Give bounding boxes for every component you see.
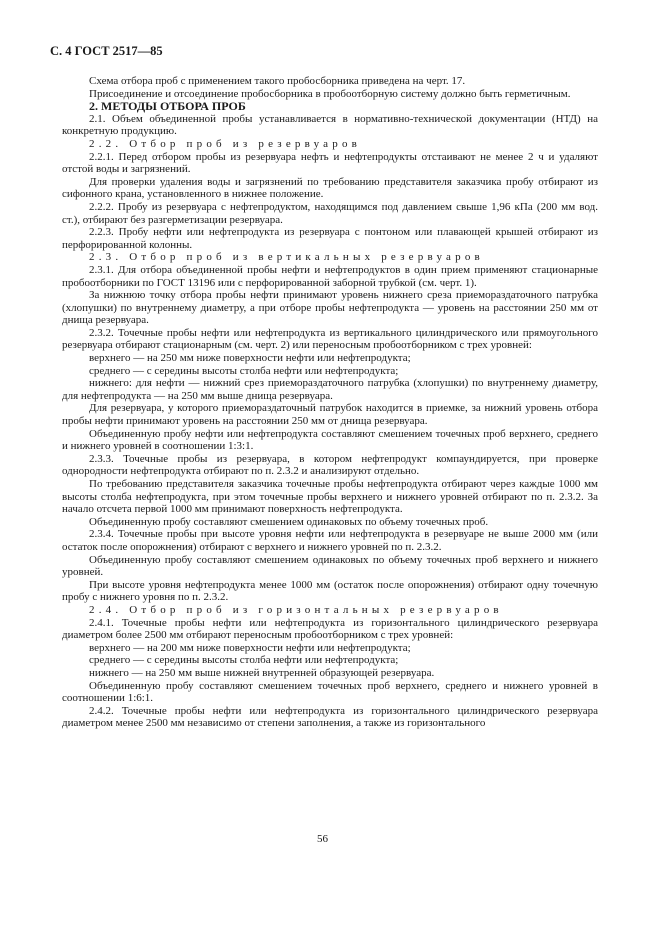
paragraph: 2.2.1. Перед отбором пробы из резервуара нефть и нефтепродукты отстаивают не менее 2 ч и удаляют отстой воды и загрязнений. xyxy=(62,150,598,176)
page-content xyxy=(62,75,598,730)
paragraph: Для резервуара, у которого приемораздаточный патрубок находится в приемке, за нижний уровень отбора пробы нефти принимают уровень на расстоянии 250 мм от днища резервуара. xyxy=(62,402,598,428)
paragraph: 2.2.3. Пробу нефти или нефтепродукта из резервуара с понтоном или плавающей крышей отбирают из перфорированной колонны. xyxy=(62,226,598,251)
paragraph: 2.3.1. Для отбора объединенной пробы нефти и нефтепродуктов в один прием применяют стационарные пробоотборники по ГОСТ 13196 или с перфорированной заборной трубкой (см. черт. 1). xyxy=(62,263,598,289)
paragraph: При высоте уровня нефтепродукта менее 1000 мм (остаток после опорожнения) отбирают одну точечную пробу с нижнего уровня по п. 2.3.2. xyxy=(62,578,598,604)
paragraph: 2.3.3. Точечные пробы из резервуара, в котором нефтепродукт компаундируется, при проверке однородности нефтепродукта отбирают по п. 2.3.2 и анализируют отдельно. xyxy=(62,452,598,478)
list-item: нижнего — на 250 мм выше нижней внутренней образующей резервуара. xyxy=(89,666,435,679)
paragraph: 2.3.2. Точечные пробы нефти или нефтепродукта из вертикального цилиндрического или прямоугольного резервуара отбирают стационарным (см. черт. 2) или переносным пробоотборником с трех уровней: xyxy=(62,326,598,352)
paragraph: По требованию представителя заказчика точечные пробы нефтепродукта отбирают через каждые 1000 мм высоты столба нефтепродукта, при этом точечные пробы верхнего и нижнего уровней отбирают по п. 2.3.2. За начало отсчета первой 1000 мм принимают поверхность нефтепродукта. xyxy=(62,478,598,516)
paragraph: 2.2.2. Пробу из резервуара с нефтепродуктом, находящимся под давлением свыше 1,96 кПа (200 мм вод. ст.), отбирают без разгерметизации резервуара. xyxy=(62,200,598,226)
paragraph: Объединенную пробу составляют смешением одинаковых по объему точечных проб верхнего и нижнего уровней. xyxy=(62,553,598,579)
intro-paragraph: Присоединение и отсоединение пробосборника в пробоотборную систему должно быть герметичным. xyxy=(89,87,571,100)
page-number: 56 xyxy=(317,833,328,845)
list-item: нижнего: для нефти — нижний срез приемораздаточного патрубка (хлопушки) по внутреннему диаметру, для нефтепродукта — на 250 мм выше днища резервуара. xyxy=(62,377,598,402)
subsection-heading: 2.4. Отбор проб из горизонтальных резервуаров xyxy=(89,603,503,616)
section-title: 2. МЕТОДЫ ОТБОРА ПРОБ xyxy=(89,99,246,114)
list-item: среднего — с середины высоты столба нефти или нефтепродукта; xyxy=(89,364,399,377)
paragraph: 2.4.1. Точечные пробы нефти или нефтепродукта из горизонтального цилиндрического резервуара диаметром более 2500 мм отбирают переносным пробоотборником с трех уровней: xyxy=(62,616,598,642)
list-item: верхнего — на 200 мм ниже поверхности нефти или нефтепродукта; xyxy=(89,641,411,654)
list-item: верхнего — на 250 мм ниже поверхности нефти или нефтепродукта; xyxy=(89,352,411,365)
subsection-heading: 2.2. Отбор проб из резервуаров xyxy=(89,137,362,150)
paragraph: 2.3.4. Точечные пробы при высоте уровня нефти или нефтепродукта в резервуаре не выше 2000 мм (или остаток после опорожнения) отбирают с верхнего и нижнего уровней по п. 2.3.2. xyxy=(62,528,598,553)
subsection-heading: 2.3. Отбор проб из вертикальных резервуаров xyxy=(89,251,484,264)
paragraph: За нижнюю точку отбора пробы нефти принимают уровень нижнего среза приемораздаточного патрубка (хлопушки) по внутреннему диаметру, а при отборе пробы нефтепродукта — уровень на расстоянии 250 мм от днища резервуара. xyxy=(62,289,598,327)
paragraph: 2.1. Объем объединенной пробы устанавливается в нормативно-технической документации (НТД) на конкретную продукцию. xyxy=(62,112,598,138)
paragraph: Объединенную пробу нефти или нефтепродукта составляют смешением точечных проб верхнего, среднего и нижнего уровней в соотношении 1:3:1. xyxy=(62,427,598,453)
paragraph: 2.4.2. Точечные пробы нефти или нефтепродукта из горизонтального цилиндрического резервуара диаметром менее 2500 мм независимо от степени заполнения, а также из горизонтального xyxy=(62,704,598,730)
paragraph: Для проверки удаления воды и загрязнений по требованию представителя заказчика пробу отбирают из сифонного крана, установленного в нижнее положение. xyxy=(62,175,598,201)
intro-paragraph: Схема отбора проб с применением такого пробосборника приведена на черт. 17. xyxy=(89,75,466,87)
list-item: среднего — с середины высоты столба нефти или нефтепродукта; xyxy=(89,654,399,667)
paragraph: Объединенную пробу составляют смешением точечных проб верхнего, среднего и нижнего уровней в соотношении 1:6:1. xyxy=(62,679,598,705)
paragraph: Объединенную пробу составляют смешением одинаковых по объему точечных проб. xyxy=(89,515,489,528)
page-header: С. 4 ГОСТ 2517—85 xyxy=(50,44,163,58)
